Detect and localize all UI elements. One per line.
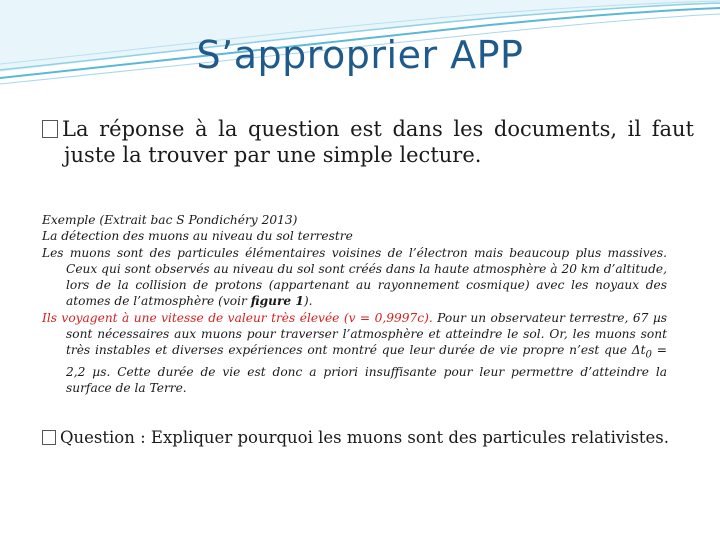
delta-t-subscript: 0 — [645, 349, 652, 361]
question-text: Question : Expliquer pourquoi les muons sont des particules relativistes. — [60, 428, 670, 447]
slide-title: S’approprier APP — [196, 33, 524, 77]
bullet-icon — [42, 430, 56, 445]
delta-t-symbol: Δt — [631, 343, 646, 358]
example-subheading: La détection des muons au niveau du sol terrestre — [42, 229, 353, 244]
example-paragraph-2: Ils voyagent à une vitesse de valeur très élevée (v = 0,9997c). Pour un observateur terrestre, 67 µs sont nécessaires aux muons pour traverser l’atmosphère et atteindre le sol. Or, les muons sont très instables et diverses expériences ont montré que leur durée de vie propre n’est que $\Delta t_0 = 2,2$ µs. Cette durée de vie est donc a priori insuffisante pour leur permettre d’atteindre la surface de la Terre. — [42, 310, 668, 396]
question-bullet — [42, 428, 694, 448]
main-bullet-text: La réponse à la question est dans les documents, il faut juste la trouver par une simple lecture. — [62, 117, 694, 167]
example-paragraph-1: Les muons sont des particules élémentaires voisines de l’électron mais beaucoup plus massives. Ceux qui sont observés au niveau du sol sont créés dans la haute atmosphère à 20 km d’altitude, lors de la collision de protons (appartenant au rayonnement cosmique) avec les noyaux des atomes de l’atmosphère (voir figure 1). — [42, 245, 667, 309]
example-heading: Exemple (Extrait bac S Pondichéry 2013) — [42, 213, 298, 227]
highlighted-speed-text: Ils voyagent à une vitesse de valeur très élevée (v = 0,9997c). — [42, 310, 433, 325]
figure-reference: figure 1 — [250, 294, 304, 309]
example-block — [42, 212, 667, 397]
bullet-icon — [42, 120, 58, 138]
main-bullet — [42, 116, 694, 168]
